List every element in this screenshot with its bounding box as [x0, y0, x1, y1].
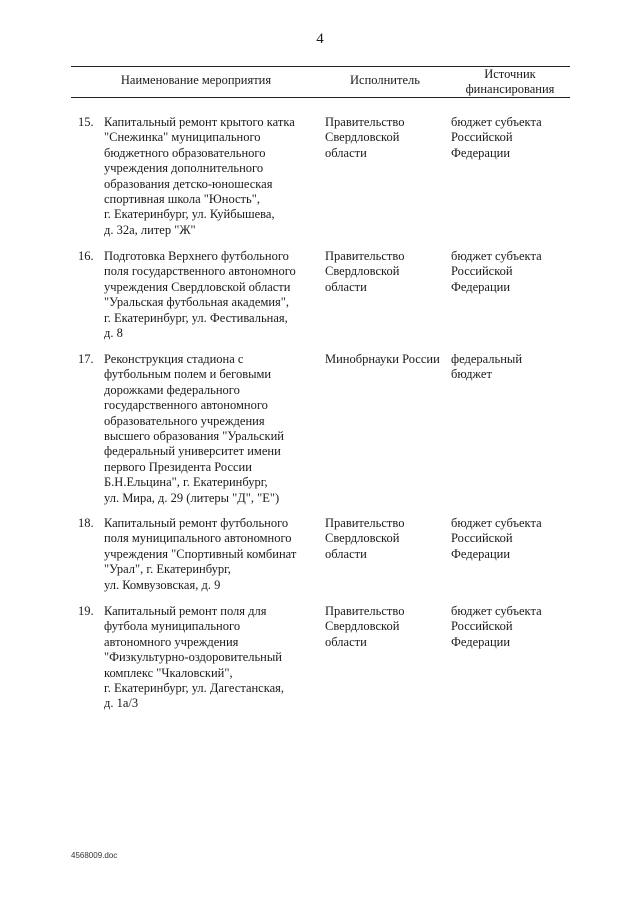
name-line: футбола муниципального — [104, 619, 241, 634]
row-name — [104, 516, 319, 593]
row-executor — [325, 516, 449, 562]
name-line: г. Екатеринбург, ул. Дагестанская, — [104, 681, 285, 696]
executor-line: Правительство — [325, 604, 405, 618]
source-line: бюджет субъекта — [451, 249, 542, 263]
row-source — [451, 604, 571, 650]
executor-line: Минобрнауки России — [325, 352, 440, 366]
name-line: учреждения дополнительного — [104, 161, 264, 176]
name-line: федеральный университет имени — [104, 444, 281, 459]
name-line: Капитальный ремонт крытого катка — [104, 115, 295, 129]
row-executor — [325, 604, 449, 650]
row-source — [451, 249, 571, 295]
name-line: государственного автономного — [104, 398, 268, 413]
row-source — [451, 352, 571, 383]
name-line: "Уральская футбольная академия", — [104, 295, 290, 310]
source-line: Федерации — [451, 546, 511, 561]
source-line: бюджет субъекта — [451, 516, 542, 530]
executor-line: Свердловской — [325, 619, 400, 634]
executor-line: Свердловской — [325, 264, 400, 279]
source-line: Федерации — [451, 145, 511, 160]
name-line: дорожками федерального — [104, 382, 240, 397]
name-line: "Физкультурно-оздоровительный — [104, 650, 282, 665]
header-source-line: Источник — [484, 67, 536, 81]
name-line: ул. Комвузовская, д. 9 — [104, 577, 221, 592]
name-line: Капитальный ремонт футбольного — [104, 516, 289, 530]
row-executor — [325, 115, 449, 161]
name-line: автономного учреждения — [104, 634, 239, 649]
executor-line: области — [325, 634, 367, 649]
name-line: Б.Н.Ельцина", г. Екатеринбург, — [104, 475, 268, 490]
header-source — [448, 67, 572, 97]
source-line: бюджет субъекта — [451, 604, 542, 618]
executor-line: области — [325, 279, 367, 294]
source-line: бюджет — [451, 367, 492, 382]
name-line: Капитальный ремонт поля для — [104, 604, 267, 618]
row-number: 15. — [78, 115, 94, 129]
row-source — [451, 516, 571, 562]
executor-line: Правительство — [325, 516, 405, 530]
source-line: Российской — [451, 264, 513, 279]
name-line: г. Екатеринбург, ул. Куйбышева, — [104, 207, 275, 222]
name-line: г. Екатеринбург, ул. Фестивальная, — [104, 310, 288, 325]
row-executor — [325, 249, 449, 295]
row-number: 18. — [78, 516, 94, 530]
name-line: д. 1а/3 — [104, 696, 139, 711]
page-number: 4 — [316, 31, 324, 47]
name-line: бюджетного образовательного — [104, 145, 266, 160]
source-line: Федерации — [451, 634, 511, 649]
name-line: д. 32а, литер "Ж" — [104, 222, 196, 237]
name-line: спортивная школа "Юность", — [104, 192, 260, 207]
header-name: Наименование мероприятия — [120, 73, 272, 87]
name-line: ул. Мира, д. 29 (литеры "Д", "Е") — [104, 490, 280, 505]
executor-line: области — [325, 145, 367, 160]
source-line: Российской — [451, 130, 513, 145]
executor-line: Свердловской — [325, 130, 400, 145]
name-line: высшего образования "Уральский — [104, 429, 284, 444]
name-line: Реконструкция стадиона с — [104, 352, 244, 366]
header-source-line: финансирования — [465, 82, 555, 96]
row-source — [451, 115, 571, 161]
name-line: комплекс "Чкаловский", — [104, 665, 233, 680]
source-line: бюджет субъекта — [451, 115, 542, 129]
document-filename: 4568009.doc — [71, 851, 118, 860]
row-name — [104, 249, 319, 341]
executor-line: области — [325, 546, 367, 561]
row-name — [104, 604, 319, 712]
name-line: учреждения Свердловской области — [104, 279, 291, 294]
row-name — [104, 352, 319, 506]
row-number: 19. — [78, 604, 94, 618]
source-line: федеральный — [451, 352, 523, 366]
row-executor — [325, 352, 449, 367]
table-header-rule — [71, 97, 570, 98]
name-line: образования детско-юношеская — [104, 176, 273, 191]
name-line: образовательного учреждения — [104, 413, 265, 428]
executor-line: Правительство — [325, 249, 405, 263]
name-line: "Урал", г. Екатеринбург, — [104, 562, 231, 577]
row-name — [104, 115, 319, 238]
name-line: поля государственного автономного — [104, 264, 296, 279]
name-line: первого Президента России — [104, 459, 252, 474]
header-executor: Исполнитель — [350, 73, 420, 87]
row-number: 17. — [78, 352, 94, 366]
source-line: Федерации — [451, 279, 511, 294]
name-line: футбольным полем и беговыми — [104, 367, 272, 382]
row-number: 16. — [78, 249, 94, 263]
source-line: Российской — [451, 619, 513, 634]
source-line: Российской — [451, 531, 513, 546]
name-line: поля муниципального автономного — [104, 531, 292, 546]
name-line: Подготовка Верхнего футбольного — [104, 249, 289, 263]
name-line: учреждения "Спортивный комбинат — [104, 546, 297, 561]
name-line: "Снежинка" муниципального — [104, 130, 261, 145]
executor-line: Правительство — [325, 115, 405, 129]
executor-line: Свердловской — [325, 531, 400, 546]
name-line: д. 8 — [104, 326, 123, 341]
